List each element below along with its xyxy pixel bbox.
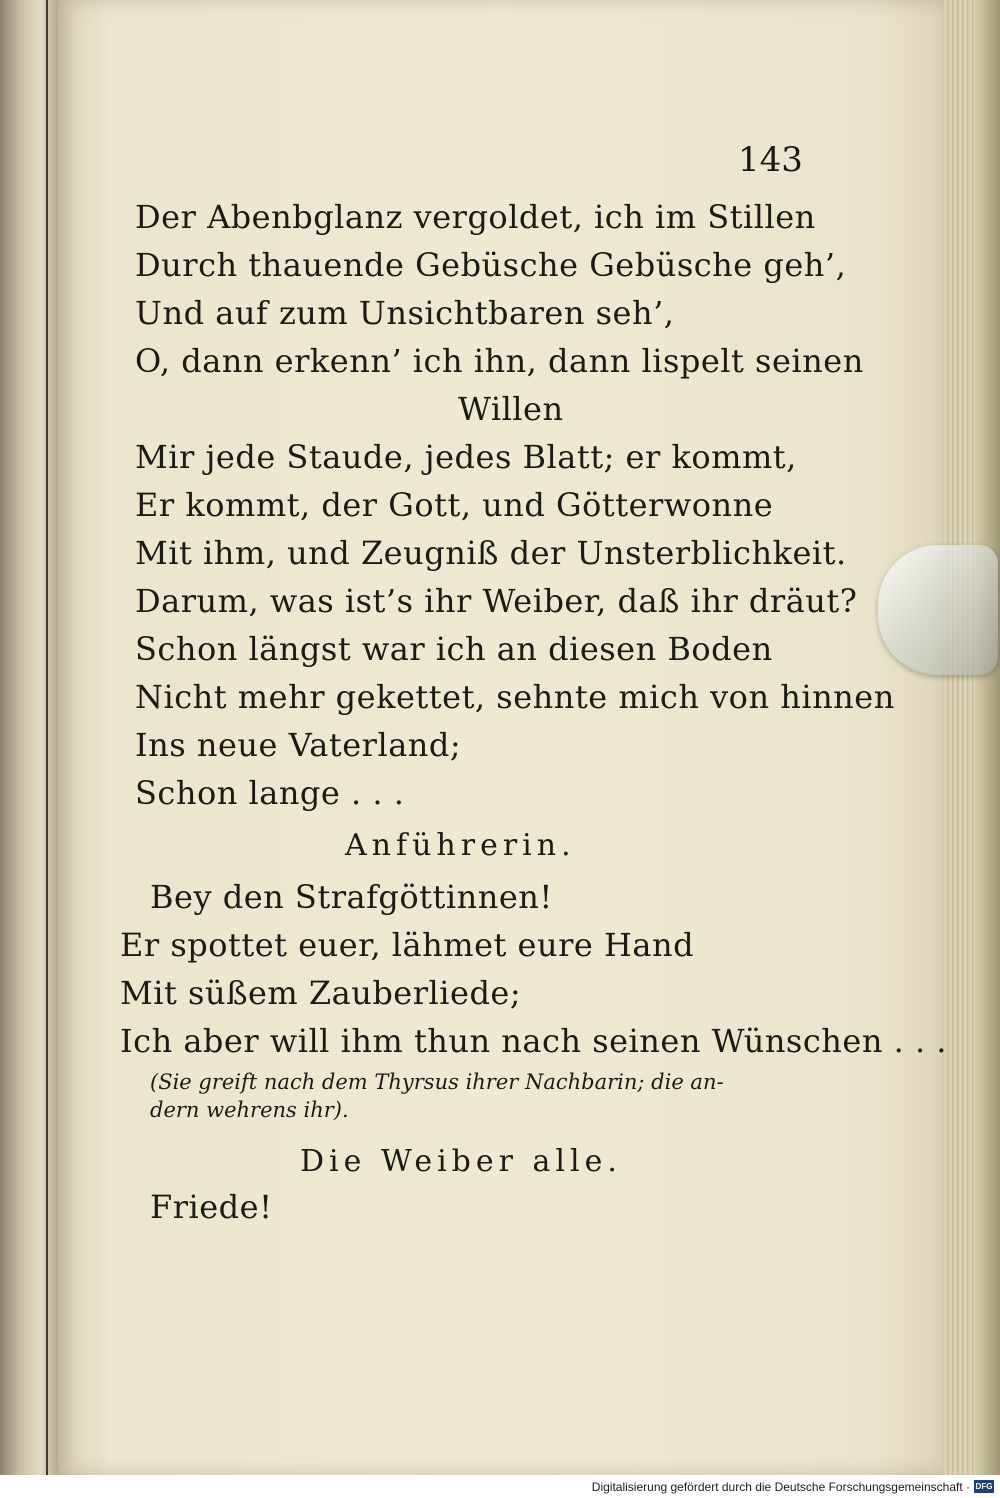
page-number: 143 — [738, 140, 803, 180]
speech-line: Er spottet euer, lähmet eure Hand — [120, 926, 695, 964]
verse-line: Er kommt, der Gott, und Götterwonne — [135, 486, 774, 524]
verse-line: Darum, was ist’s ihr Weiber, daß ihr dräut? — [135, 582, 858, 620]
verse-line: Willen — [458, 390, 564, 428]
dfg-logo-icon: DFG — [975, 1482, 993, 1491]
verse-line: Ins neue Vaterland; — [135, 726, 462, 764]
verse-line: Schon längst war ich an diesen Boden — [135, 630, 773, 668]
verse-line: O, dann erkenn’ ich ihn, dann lispelt seinen — [135, 342, 864, 380]
previous-page-edge — [0, 0, 58, 1475]
verse-line: Schon lange . . . — [135, 774, 405, 812]
funding-credit: Digitalisierung gefördert durch die Deutsche Forschungsgemeinschaft · — [591, 1480, 970, 1494]
verse-line: Und auf zum Unsichtbaren seh’, — [135, 294, 675, 332]
speech-line: Mit süßem Zauberliede; — [120, 974, 522, 1012]
speaker-heading: Anführerin. — [345, 828, 576, 863]
verse-line: Durch thauende Gebüsche Gebüsche geh’, — [135, 246, 847, 284]
verse-line: Mit ihm, und Zeugniß der Unsterblichkeit. — [135, 534, 847, 572]
speech-line: Ich aber will ihm thun nach seinen Wünschen . . . — [120, 1022, 947, 1060]
page-clip — [878, 545, 998, 675]
stage-direction: (Sie greift nach dem Thyrsus ihrer Nachbarin; die an- — [150, 1070, 724, 1094]
verse-line: Nicht mehr gekettet, sehnte mich von hinnen — [135, 678, 895, 716]
verse-line: Der Abenbglanz vergoldet, ich im Stillen — [135, 198, 816, 236]
speech-line: Bey den Strafgöttinnen! — [150, 878, 553, 916]
verse-line: Mir jede Staude, jedes Blatt; er kommt, — [135, 438, 797, 476]
speech-line: Friede! — [150, 1188, 273, 1226]
page-fore-edge-shadow — [975, 0, 1000, 1475]
speaker-heading: Die Weiber alle. — [300, 1144, 622, 1179]
stage-direction: dern wehrens ihr). — [150, 1098, 349, 1122]
